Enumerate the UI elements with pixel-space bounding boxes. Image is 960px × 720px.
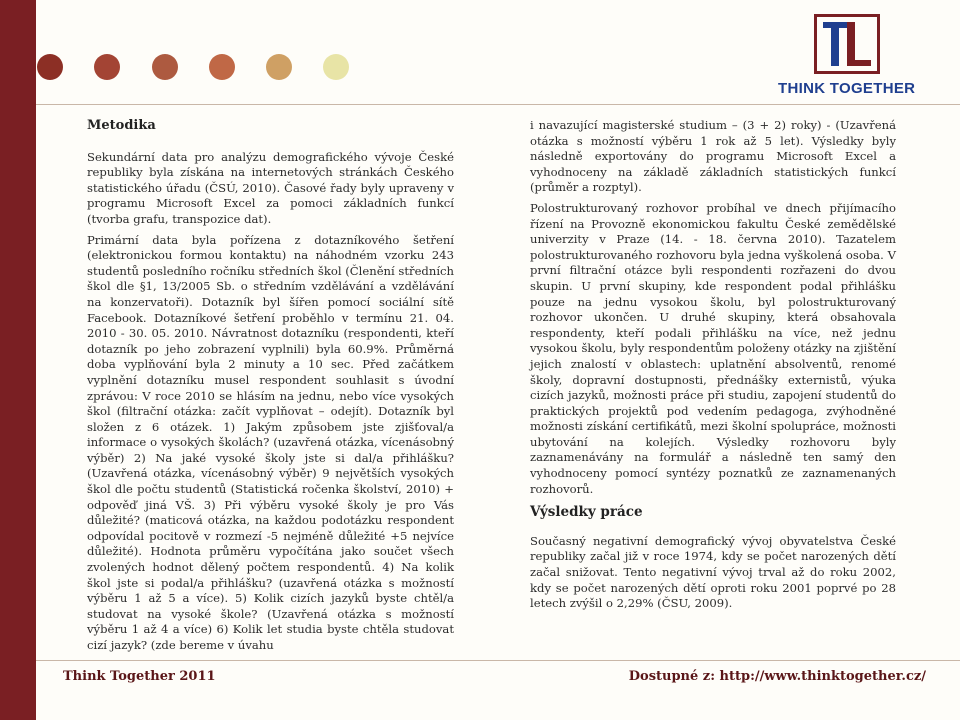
paragraph: i navazující magisterské studium – (3 + 2) roky) - (Uzavřená otázka s možností výběru 1 rok až 5 let). Výsledky byly následně exportovány do programu Microsoft Excel a vyhodnoceny na základě základních statistických funkcí (průměr a rozptyl). xyxy=(530,118,896,195)
section-heading-vysledky: Výsledky práce xyxy=(530,504,643,521)
footer-divider xyxy=(36,660,960,661)
dot-4 xyxy=(209,54,235,80)
dot-1 xyxy=(37,54,63,80)
dot-3 xyxy=(152,54,178,80)
dot-6 xyxy=(323,54,349,80)
dot-2 xyxy=(94,54,120,80)
paragraph: Polostrukturovaný rozhovor probíhal ve dnech přijímacího řízení na Provozně ekonomickou fakultu České zemědělské univerzity v Praze (14. - 18. června 2010). Tazatelem polostrukturovaného rozhovoru byla jedna vyškolená osoba. V první filtrační otázce byli respondenti rozřazeni do dvou skupin. U první skupiny, kde respondent podal přihlášku pouze na jednu vysokou školu, byl polostrukturovaný rozhovor ukončen. U druhé skupiny, která obsahovala respondenty, kteří podali přihlášku na více, než jednu vysokou školu, byly respondentům položeny otázky na zjištění jejich znalostí v oblastech: uplatnění absolventů, renomé školy, dopravní dostupnosti, přednášky externistů, výuka cizích jazyků, možnosti práce při studiu, zapojení studentů do praktických projektů pod vedením pedagoga, zvýhodněné možnosti získání certifikátů, mezi školní spolupráce, možnosti ubytování na kolejích. Výsledky rozhovoru byly zaznamenávány na formulář a následně ten samý den vyhodnoceny pomocí syntézy poznatků ze zaznamenaných rozhovorů. xyxy=(530,200,896,496)
paragraph: Primární data byla pořízena z dotazníkového šetření (elektronickou formou kontaktu) na náhodném vzorku 243 studentů posledního ročníku středních škol (Členění středních škol dle §1, 13/2005 Sb. o středním vzdělávání a vzdělávání na konzervatoři). Dotazník byl šířen pomocí sociální sítě Facebook. Dotazníkové šetření proběhlo v termínu 21. 04. 2010 - 30. 05. 2010. Návratnost dotazníku (respondenti, kteří dotazník po jeho zobrazení vyplnili) byla 60.9%. Průměrná doba vyplňování byla 2 minuty a 10 sec. Před začátkem vyplnění dotazníku musel respondent souhlasit s úvodní zprávou: V roce 2010 se hlásím na jednu, nebo více vysokých škol (filtrační otázka: začít vyplňovat – odejít). Dotazník byl složen z 6 otázek. 1) Jakým způsobem jste zjišťoval/a informace o vysokých školách? (uzavřená otázka, vícenásobný výběr) 2) Na jaké vysoké školy jste si dal/a přihlášku? (Uzavřená otázka, vícenásobný výběr) 9 největších vysokých škol dle počtu studentů (Statistická ročenka školství, 2010) + odpověď jiná VŠ. 3) Při výběru vysoké školy je pro Vás důležité? (maticová otázka, na každou podotázku respondent odpovídal pocitově v rozmezí -5 nejméně důležité +5 nejvíce důležité). Hodnota průměru vypočítána jako součet všech zvolených hodnot dělený počtem respondentů. 4) Na kolik škol jste si podal/a přihlášku? (uzavřená otázka s možností výběru 1 až 5 a více). 5) Kolik cizích jazyků byste chtěl/a studovat na vysoké škole? (Uzavřená otázka s možností výběru 1 až 4 a více) 6) Kolik let studia byste chtěla studovat cizí jazyk? (zde bereme v úvahu xyxy=(87,232,454,652)
footer-url[interactable]: Dostupné z: http://www.thinktogether.cz/ xyxy=(628,669,926,684)
footer-title: Think Together 2011 xyxy=(63,669,216,684)
right-column xyxy=(530,118,896,617)
dot-5 xyxy=(266,54,292,80)
paragraph: Současný negativní demografický vývoj obyvatelstva České republiky začal již v roce 1974, kdy se počet narozených dětí začal snižovat. Tento negativní vývoj trval až do roku 2002, kdy se počet narozených dětí oproti roku 2001 poprvé po 28 letech zvýšil o 2,29% (ČSU, 2009). xyxy=(530,533,896,611)
tl-monogram-icon xyxy=(814,14,880,74)
logo-text: THINK TOGETHER xyxy=(778,80,916,97)
header-divider xyxy=(36,104,960,105)
paragraph: Sekundární data pro analýzu demografického vývoje České republiky byla získána na internetových stránkách Českého statistického úřadu (ČSÚ, 2010). Časové řady byly upraveny v programu Microsoft Excel za pomoci základních funkcí (tvorba grafu, transpozice dat). xyxy=(87,149,454,226)
left-sidebar-bar xyxy=(0,0,36,720)
left-column xyxy=(87,118,454,659)
section-heading-metodika: Metodika xyxy=(87,118,156,133)
